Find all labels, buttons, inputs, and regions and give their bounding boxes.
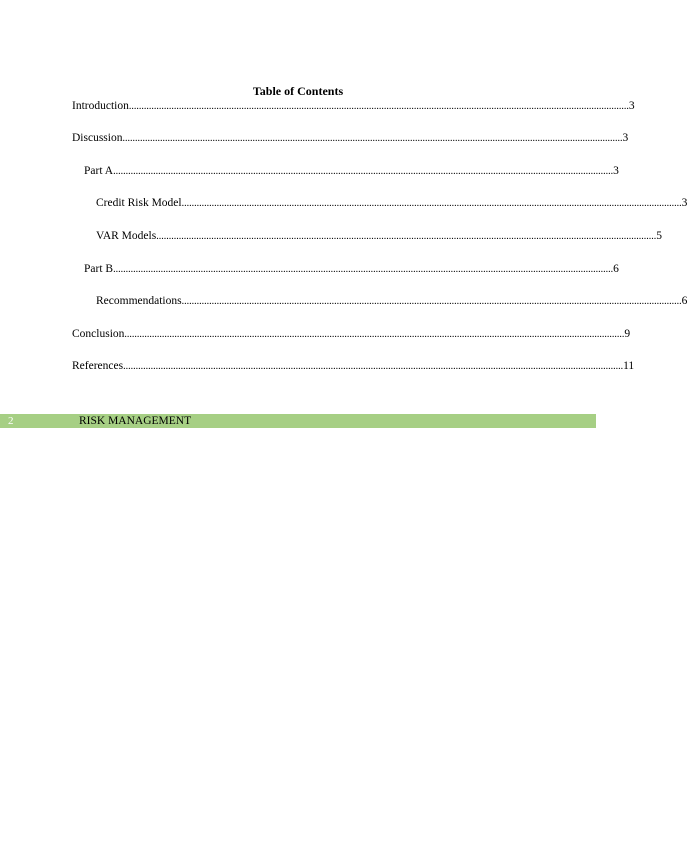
toc-entry-label: Introduction <box>72 100 129 112</box>
toc-entry-label: Recommendations <box>96 295 182 307</box>
toc-entry-label: Part B <box>84 263 114 275</box>
footer-page-number: 2 <box>8 415 14 427</box>
toc-title: Table of Contents <box>252 84 344 98</box>
toc-entry-page: 5 <box>656 230 662 242</box>
toc-entry-part-b[interactable] <box>84 262 619 276</box>
toc-entry-page: 6 <box>681 295 687 307</box>
toc-entry-page: 6 <box>613 263 619 275</box>
toc-entry-conclusion[interactable] <box>72 327 631 341</box>
toc-entry-page: 9 <box>624 328 631 340</box>
toc-entry-recommendations[interactable] <box>96 294 687 308</box>
dot-leader: ........................................................................................................................................................................................................ <box>122 133 623 144</box>
dot-leader: ........................................................................................................................................................................................................ <box>113 166 614 177</box>
toc-entry-page: 3 <box>613 165 619 177</box>
toc-entry-label: References <box>72 360 124 372</box>
toc-entry-page: 3 <box>628 100 635 112</box>
toc-entry-references[interactable] <box>72 359 635 373</box>
toc-entry-part-a[interactable] <box>84 164 619 178</box>
toc-entry-label: Part A <box>84 165 114 177</box>
dot-leader: ........................................................................................................................................................................................................ <box>124 329 625 340</box>
toc-entry-credit-risk-model[interactable] <box>96 196 687 210</box>
dot-leader: ........................................................................................................................................................................................................ <box>181 296 682 307</box>
toc-entry-page: 3 <box>681 197 687 209</box>
toc-entry-label: VAR Models <box>96 230 157 242</box>
toc-entry-var-models[interactable] <box>96 229 662 243</box>
footer-bar <box>0 414 596 428</box>
toc-entry-label: Credit Risk Model <box>96 197 182 209</box>
toc-entry-page: 3 <box>622 132 629 144</box>
dot-leader: ........................................................................................................................................................................................................ <box>181 198 682 209</box>
toc-entry-label: Conclusion <box>72 328 125 340</box>
dot-leader: ........................................................................................................................................................................................................ <box>123 361 624 372</box>
dot-leader: ........................................................................................................................................................................................................ <box>156 231 657 242</box>
dot-leader: ........................................................................................................................................................................................................ <box>113 264 614 275</box>
footer-running-title: RISK MANAGEMENT <box>79 415 192 427</box>
toc-entry-page: 11 <box>623 360 635 372</box>
toc-entry-label: Discussion <box>72 132 123 144</box>
dot-leader: ........................................................................................................................................................................................................ <box>128 101 629 112</box>
toc-entry-discussion[interactable] <box>72 131 629 145</box>
toc-entry-introduction[interactable] <box>72 99 635 113</box>
